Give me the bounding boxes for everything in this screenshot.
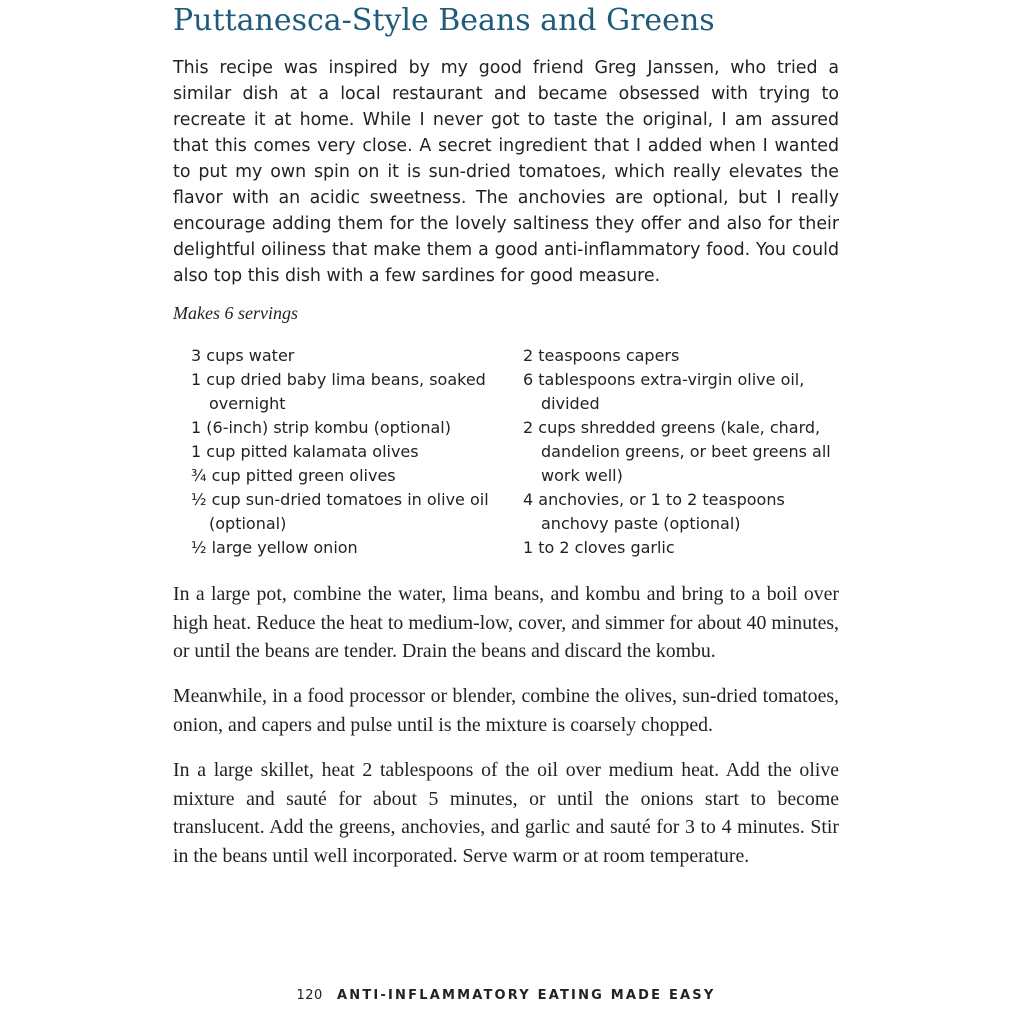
recipe-title: Puttanesca-Style Beans and Greens	[173, 3, 715, 38]
recipe-intro: This recipe was inspired by my good friend Greg Janssen, who tried a similar dish at a local restaurant and became obsessed with trying to recreate it at home. While I never got to taste the original, I am assured that this comes very close. A secret ingredient that I added when I wanted to put my own spin on it is sun-dried tomatoes, which really elevates the flavor with an acidic sweetness. The anchovies are optional, but I really encourage adding them for the lovely saltiness they offer and also for their delightful oiliness that make them a good anti-inflammatory food. You could also top this dish with a few sardines for good measure.	[173, 58, 839, 286]
ingredient-item: 1 to 2 cloves garlic	[523, 538, 675, 557]
ingredient-item: 4 anchovies, or 1 to 2 teaspoons anchovy paste (optional)	[523, 490, 785, 533]
ingredient-item: 1 (6-inch) strip kombu (optional)	[191, 418, 451, 437]
ingredient-item: 3 cups water	[191, 346, 295, 365]
method-step-2: Meanwhile, in a food processor or blender, combine the olives, sun-dried tomatoes, onion, and capers and pulse until is the mixture is coarsely chopped.	[173, 685, 839, 736]
ingredients-list-left	[191, 344, 511, 560]
recipe-page	[173, 0, 839, 1010]
ingredient-item: ¾ cup pitted green olives	[191, 466, 396, 485]
ingredients-list-right	[523, 344, 839, 560]
ingredient-item: ½ large yellow onion	[191, 538, 358, 557]
page-footer	[173, 986, 839, 1006]
ingredient-item: 6 tablespoons extra-virgin olive oil, divided	[523, 370, 805, 413]
ingredient-item: 1 cup pitted kalamata olives	[191, 442, 419, 461]
recipe-yield: Makes 6 servings	[173, 303, 298, 323]
ingredient-item: 1 cup dried baby lima beans, soaked overnight	[191, 370, 486, 413]
ingredient-item: ½ cup sun-dried tomatoes in olive oil (optional)	[191, 490, 489, 533]
method-step-3: In a large skillet, heat 2 tablespoons of the oil over medium heat. Add the olive mixture and sauté for about 5 minutes, or until the onions start to become translucent. Add the greens, anchovies, and garlic and sauté for 3 to 4 minutes. Stir in the beans until well incorporated. Serve warm or at room temperature.	[173, 759, 839, 867]
ingredient-item: 2 teaspoons capers	[523, 346, 680, 365]
method-step-1: In a large pot, combine the water, lima beans, and kombu and bring to a boil over high heat. Reduce the heat to medium-low, cover, and simmer for about 40 minutes, or until the beans are tender. Drain the beans and discard the kombu.	[173, 583, 839, 662]
ingredient-item: 2 cups shredded greens (kale, chard, dandelion greens, or beet greens all work well)	[523, 418, 831, 485]
running-book-title: ANTI-INFLAMMATORY EATING MADE EASY	[336, 988, 716, 1003]
page-number: 120	[296, 988, 323, 1003]
